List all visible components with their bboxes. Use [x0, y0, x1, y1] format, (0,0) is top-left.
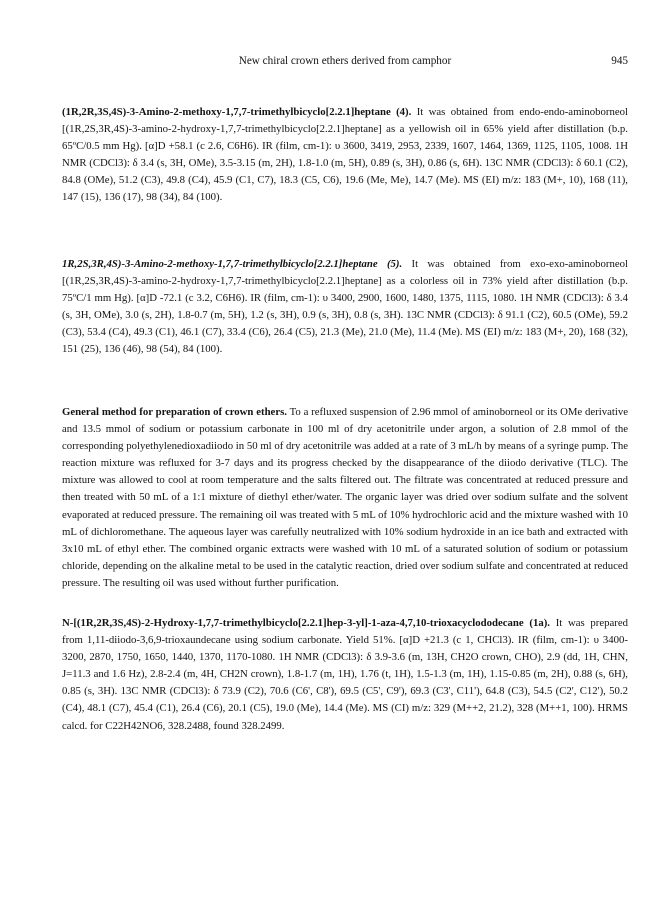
compound-5-paragraph: [62, 256, 628, 359]
compound-1a-body: It was prepared from 1,11-diiodo-3,6,9-trioxaundecane using sodium carbonate. Yield 51%. [α]D +21.3 (c 1, CHCl3). IR (film, cm-1): υ 3400-3200, 2870, 1750, 1650, 1440, 1370, 1170-1080. 1H NMR (CDCl3): δ 3.9-3.6 (m, 13H, CH2O crown, CHO), 2.9 (dd, 1H, CHN, J=11.3 and 1.6 Hz), 2.8-2.4 (m, 4H, CH2N crown), 1.8-1.7 (m, 1H), 1.76 (t, 1H), 1.5-1.3 (m, 1H), 1.15-0.85 (m, 2H), 0.88 (s, 6H), 0.85 (s, 3H). 13C NMR (CDCl3): δ 73.9 (C2), 70.6 (C6', C8'), 69.5 (C5', C9'), 69.3 (C3', C11'), 64.8 (C3), 54.5 (C2', C12'), 50.2 (C4), 48.1 (C7), 45.4 (C1), 26.4 (C6), 20.1 (C5), 19.0 (Me), 14.4 (Me). MS (CI) m/z: 329 (M++2, 21.2), 328 (M++1, 100). HRMS calcd. for C22H42NO6, 328.2488, found 328.2499.: [62, 617, 629, 732]
compound-1a-paragraph: [62, 615, 628, 735]
compound-4-heading: (1R,2R,3S,4S)-3-Amino-2-methoxy-1,7,7-trimethylbicyclo[2.2.1]heptane (4).: [62, 106, 412, 118]
running-title: New chiral crown ethers derived from camphor: [238, 55, 452, 67]
general-method-heading: General method for preparation of crown ethers.: [62, 406, 287, 418]
compound-4-body: It was obtained from endo-endo-aminoborneol [(1R,2S,3R,4S)-3-amino-2-hydroxy-1,7,7-trimethylbicyclo[2.2.1]heptane] as a yellowish oil in 65% yield after distillation (b.p. 65ºC/0.5 mm Hg). [α]D +58.1 (c 2.6, C6H6). IR (film, cm-1): υ 3600, 3419, 2953, 2339, 1607, 1464, 1369, 1125, 1105, 1008. 1H NMR (CDCl3): δ 3.4 (s, 3H, OMe), 3.5-3.15 (m, 2H), 1.8-1.0 (m, 5H), 0.89 (s, 3H), 0.86 (s, 6H). 13C NMR (CDCl3): δ 60.1 (C2), 84.8 (OMe), 51.2 (C3), 49.8 (C4), 45.9 (C1, C7), 18.3 (C5, C6), 19.6 (Me, Me), 14.7 (Me). MS (EI) m/z: 183 (M+, 10), 168 (11), 147 (15), 136 (17), 98 (34), 84 (100).: [62, 106, 629, 204]
page-number: 945: [611, 55, 628, 67]
compound-4-paragraph: [62, 104, 628, 207]
general-method-paragraph: [62, 404, 628, 592]
compound-5-heading: 1R,2S,3R,4S)-3-Amino-2-methoxy-1,7,7-trimethylbicyclo[2.2.1]heptane (5).: [62, 258, 403, 270]
running-header: [62, 55, 628, 71]
compound-5-body: It was obtained from exo-exo-aminoborneol [(1R,2S,3R,4S)-3-amino-2-hydroxy-1,7,7-trimethylbicyclo[2.2.1]heptane] as a colorless oil in 73% yield after distillation (b.p. 75ºC/1 mm Hg). [α]D -72.1 (c 3.2, C6H6). IR (film, cm-1): υ 3400, 2900, 1600, 1480, 1375, 1115, 1080. 1H NMR (CDCl3): δ 3.4 (s, 3H, OMe), 3.0 (s, 2H), 1.8-0.7 (m, 5H), 1.2 (s, 3H), 0.9 (s, 3H), 0.8 (s, 3H). 13C NMR (CDCl3): δ 91.1 (C2), 60.5 (OMe), 59.2 (C3), 53.4 (C4), 49.3 (C1), 46.1 (C7), 33.4 (C6), 26.4 (C5), 21.3 (Me), 21.0 (Me), 11.4 (Me). MS (EI) m/z: 183 (M+, 20), 168 (32), 151 (25), 136 (46), 98 (54), 84 (100).: [62, 258, 628, 356]
compound-1a-heading: N-[(1R,2R,3S,4S)-2-Hydroxy-1,7,7-trimethylbicyclo[2.2.1]hep-3-yl]-1-aza-4,7,10-trioxacyclododecane (1a).: [62, 617, 550, 629]
general-method-body: To a refluxed suspension of 2.96 mmol of aminoborneol or its OMe derivative and 13.5 mmol of sodium or potassium carbonate in 100 ml of dry acetonitrile under argon, a solution of 2.8 mmol of the corresponding polyethylenedioxadiiodo in 50 ml of dry acetonitrile was added at a rate of 3 mL/h by means of a syringe pump. The reaction mixture was refluxed for 3-7 days and its progress checked by the disappearance of the diiodo derivative (TLC). The mixture was allowed to cool at room temperature and the salts filtered out. The filtrate was concentrated at reduced pressure and then treated with 50 mL of a 1:1 mixture of diethyl ether/water. The organic layer was dried over sodium sulfate and the solvent evaporated at reduced pressure. The remaining oil was treated with 5 mL of 10% hydrochloric acid and the mixture washed with 10 mL of dichloromethane. The aqueous layer was carefully neutralized with 10% sodium hydroxide in an ice bath and extracted with 3x10 mL of ethyl ether. The combined organic extracts were washed with 10 mL of a saturated solution of sodium or potassium chloride, depending on the alkaline metal to be used in the catalytic reaction, dried over sodium sulfate and concentrated at reduced pressure. The resulting oil was used without further purification.: [62, 406, 628, 589]
